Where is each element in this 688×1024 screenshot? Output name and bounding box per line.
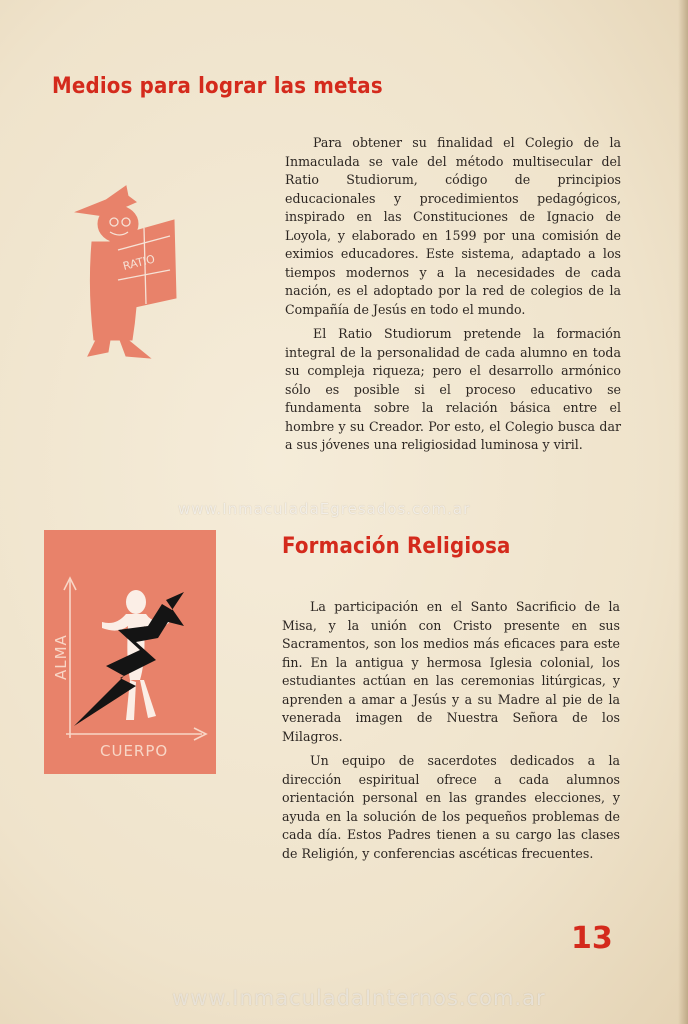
- foot-left-shape: [88, 340, 110, 356]
- paragraph-equipo-sacerdotes: [282, 752, 620, 863]
- watermark-bottom: www.InmaculadaInternos.com.ar: [172, 986, 546, 1010]
- paragraph-text: Para obtener su finalidad el Colegio de la Inmaculada se vale del método multisecular del Ratio Studiorum, código de principios educacionales y procedimientos pedagógicos, inspirado en las Constituciones de Ignacio de Loyola, y elaborado en 1599 por una comisión de eximios educadores. Este sistema, adaptado a los tiempos modernos y a la necesidades de cada nación, es el adoptado por la red de colegios de la Compañía de Jesús en todo el mundo.: [285, 135, 621, 317]
- paragraph-santo-sacrificio: [282, 598, 620, 746]
- watermark-top: www.InmaculadaEgresados.com.ar: [178, 500, 471, 518]
- foot-right-shape: [120, 340, 150, 358]
- axis-label-cuerpo: CUERPO: [100, 742, 169, 760]
- paragraph-formacion-integral: [285, 325, 621, 455]
- page-number: 13: [571, 921, 613, 956]
- paragraph-text: Un equipo de sacerdotes dedicados a la dirección espiritual ofrece a cada alumnos orientación personal en las grandes elecciones, y ayuda en la solución de los pequeños problemas de cada día. Estos Padres tienen a su cargo las clases de Religión, y conferencias ascéticas frecuentes.: [282, 753, 620, 861]
- section-heading-medios: Medios para lograr las metas: [52, 74, 383, 99]
- paragraph-text: La participación en el Santo Sacrificio de la Misa, y la unión con Cristo presente en sus Sacramentos, son los medios más eficaces para este fin. En la antigua y hermosa Iglesia colonial, los estudiantes actúan en las ceremonias litúrgicas, y aprenden a amar a Jesús y a su Madre al pie de la venerada imagen de Nuestra Señora de los Milagros.: [282, 599, 620, 744]
- figure-head: [126, 590, 146, 614]
- page-edge-shadow: [678, 0, 688, 1024]
- alma-cuerpo-illustration: [44, 530, 216, 774]
- book-label: RATIO: [121, 252, 157, 273]
- jesuit-reading-illustration: [66, 180, 184, 362]
- section-heading-formacion: Formación Religiosa: [282, 534, 511, 559]
- paragraph-ratio-studiorum: [285, 134, 621, 319]
- axis-label-alma: ALMA: [52, 634, 70, 680]
- paragraph-text: El Ratio Studiorum pretende la formación integral de la personalidad de cada alumno en toda su compleja riqueza; pero el desarrollo armónico sólo es posible si el proceso educativo se fundamenta sobre la relación básica entre el hombre y su Creador. Por esto, el Colegio busca dar a sus jóvenes una religiosidad luminosa y viril.: [285, 326, 621, 452]
